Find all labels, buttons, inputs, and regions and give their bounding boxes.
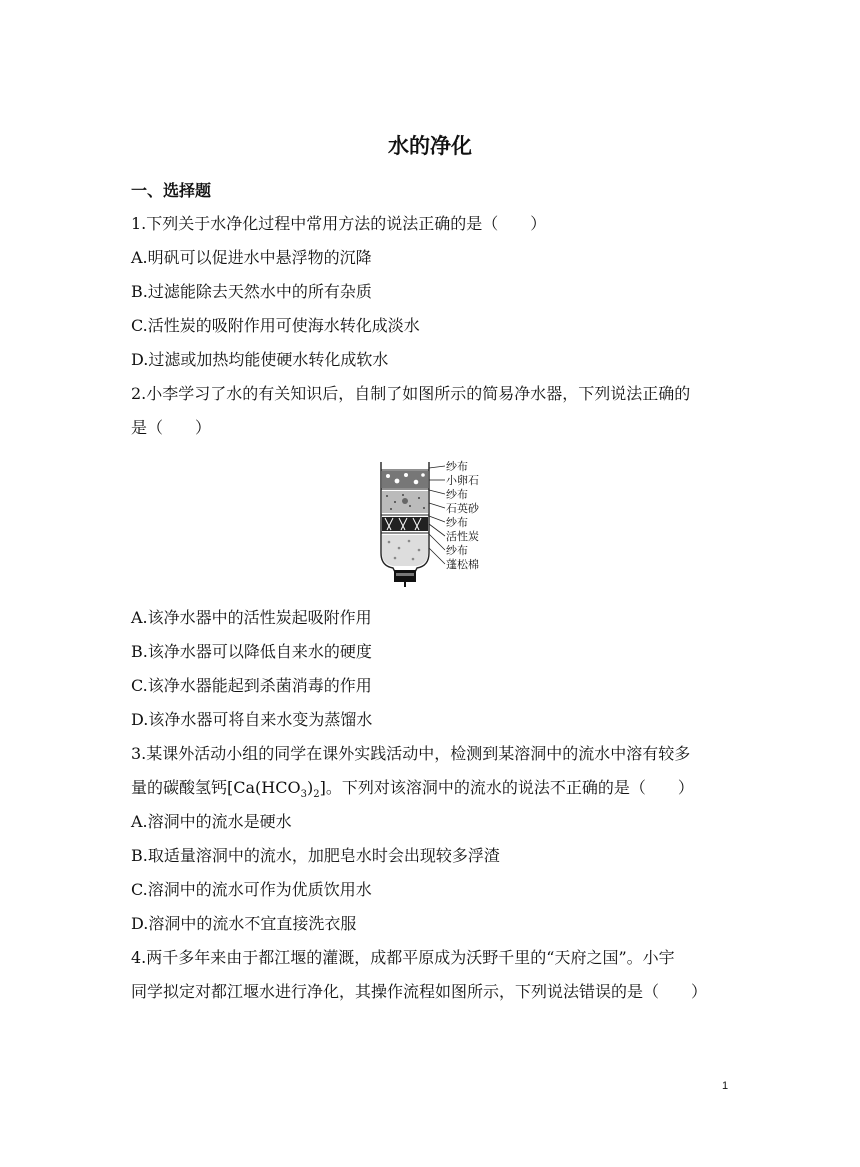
- q3-stem-line1: 3.某课外活动小组的同学在课外实践活动中，检测到某溶洞中的流水中溶有较多: [131, 744, 691, 763]
- q4-stem-line1: 4.两千多年来由于都江堰的灌溉，成都平原成为沃野千里的“天府之国”。小宇: [131, 948, 675, 967]
- water-purifier-figure: [375, 458, 487, 588]
- q1-option-d: D.过滤或加热均能使硬水转化成软水: [131, 350, 389, 369]
- q3-option-b: B.取适量溶洞中的流水，加肥皂水时会出现较多浮渣: [131, 846, 500, 865]
- label-gauze-4: 纱布: [446, 544, 468, 557]
- q3-option-d: D.溶洞中的流水不宜直接洗衣服: [131, 914, 357, 933]
- q2-option-b: B.该净水器可以降低自来水的硬度: [131, 642, 372, 661]
- q2-stem-line2: 是（ ）: [131, 418, 212, 437]
- q3-stem-pre: 量的碳酸氢钙[Ca(HCO: [131, 778, 301, 797]
- q2-option-d: D.该净水器可将自来水变为蒸馏水: [131, 710, 373, 729]
- label-activated-carbon: 活性炭: [446, 530, 479, 543]
- q3-subscript-3: 3: [300, 789, 307, 801]
- q2-option-c: C.该净水器能起到杀菌消毒的作用: [131, 676, 372, 695]
- label-cotton: 蓬松棉: [446, 558, 479, 571]
- q1-option-a: A.明矾可以促进水中悬浮物的沉降: [131, 248, 372, 267]
- label-gauze-1: 纱布: [446, 460, 468, 473]
- page-title: 水的净化: [388, 134, 472, 158]
- label-pebbles: 小卵石: [446, 474, 479, 487]
- label-gauze-3: 纱布: [446, 516, 468, 529]
- q3-stem-mid: ): [306, 778, 314, 797]
- q2-stem-line1: 2.小李学习了水的有关知识后，自制了如图所示的简易净水器，下列说法正确的: [131, 384, 691, 403]
- q3-stem-post: ]。下列对该溶洞中的流水的说法不正确的是（ ）: [319, 778, 694, 797]
- label-quartz-sand: 石英砂: [446, 502, 479, 515]
- q3-option-c: C.溶洞中的流水可作为优质饮用水: [131, 880, 372, 899]
- section-heading: 一、选择题: [131, 181, 212, 200]
- q3-option-a: A.溶洞中的流水是硬水: [131, 812, 292, 831]
- q1-option-c: C.活性炭的吸附作用可使海水转化成淡水: [131, 316, 420, 335]
- q1-stem: 1.下列关于水净化过程中常用方法的说法正确的是（ ）: [131, 214, 547, 233]
- label-gauze-2: 纱布: [446, 488, 468, 501]
- q4-stem-line2: 同学拟定对都江堰水进行净化，其操作流程如图所示，下列说法错误的是（ ）: [131, 982, 708, 1001]
- q1-option-b: B.过滤能除去天然水中的所有杂质: [131, 282, 372, 301]
- q3-stem-line2: [131, 778, 694, 805]
- q2-option-a: A.该净水器中的活性炭起吸附作用: [131, 608, 372, 627]
- page-number: 1: [722, 1080, 729, 1092]
- q3-subscript-2: 2: [313, 789, 320, 801]
